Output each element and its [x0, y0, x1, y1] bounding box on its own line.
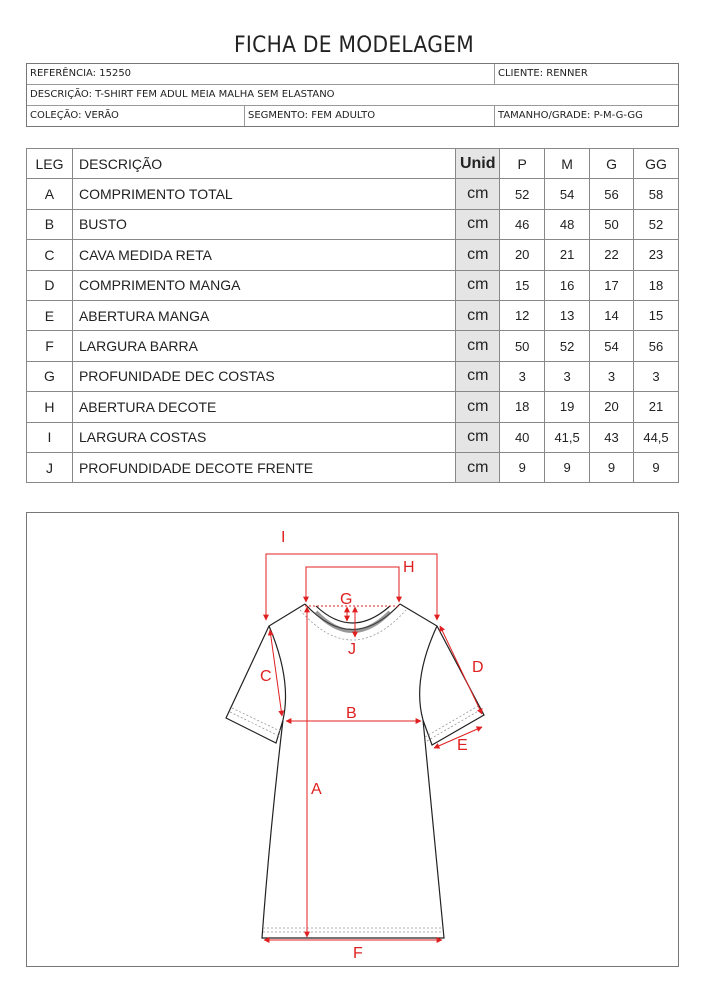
row-unid: cm [456, 422, 500, 452]
row-leg: J [27, 452, 73, 482]
row-unid: cm [456, 179, 500, 209]
col-gg: GG [634, 149, 679, 179]
row-g: 20 [590, 392, 634, 422]
row-gg: 21 [634, 392, 679, 422]
row-p: 20 [500, 240, 545, 270]
row-g: 3 [590, 361, 634, 391]
row-descricao: COMPRIMENTO TOTAL [72, 179, 455, 209]
row-leg: D [27, 270, 73, 300]
cliente: CLIENTE: RENNER [498, 68, 588, 79]
row-g: 50 [590, 209, 634, 239]
row-m: 48 [545, 209, 590, 239]
row-p: 9 [500, 452, 545, 482]
label-C: C [260, 668, 272, 685]
row-descricao: PROFUNIDADE DEC COSTAS [72, 361, 455, 391]
row-m: 13 [545, 300, 590, 330]
row-descricao: ABERTURA DECOTE [72, 392, 455, 422]
col-leg: LEG [27, 149, 73, 179]
segmento: SEGMENTO: FEM ADULTO [245, 106, 495, 126]
page-title: FICHA DE MODELAGEM [234, 33, 474, 58]
row-m: 21 [545, 240, 590, 270]
row-descricao: ABERTURA MANGA [72, 300, 455, 330]
row-descricao: CAVA MEDIDA RETA [72, 240, 455, 270]
row-unid: cm [456, 300, 500, 330]
row-unid: cm [456, 331, 500, 361]
label-G: G [340, 591, 353, 608]
row-g: 9 [590, 452, 634, 482]
colecao: COLEÇÃO: VERÃO [27, 106, 245, 126]
row-descricao: PROFUNDIDADE DECOTE FRENTE [72, 452, 455, 482]
label-F: F [353, 945, 363, 962]
row-unid: cm [456, 392, 500, 422]
row-m: 54 [545, 179, 590, 209]
row-g: 17 [590, 270, 634, 300]
row-p: 15 [500, 270, 545, 300]
col-p: P [500, 149, 545, 179]
row-g: 14 [590, 300, 634, 330]
row-m: 3 [545, 361, 590, 391]
row-unid: cm [456, 209, 500, 239]
col-descricao: DESCRIÇÃO [72, 149, 455, 179]
row-m: 9 [545, 452, 590, 482]
tamanho: TAMANHO/GRADE: P-M-G-GG [498, 110, 643, 121]
row-gg: 15 [634, 300, 679, 330]
row-m: 41,5 [545, 422, 590, 452]
label-E: E [457, 737, 468, 754]
row-leg: I [27, 422, 73, 452]
row-g: 54 [590, 331, 634, 361]
measure-lines [264, 554, 482, 940]
row-g: 56 [590, 179, 634, 209]
descricao: DESCRIÇÃO: T-SHIRT FEM ADUL MEIA MALHA SEM ELASTANO [30, 89, 335, 100]
row-gg: 52 [634, 209, 679, 239]
row-unid: cm [456, 270, 500, 300]
row-p: 50 [500, 331, 545, 361]
row-descricao: LARGURA BARRA [72, 331, 455, 361]
row-p: 3 [500, 361, 545, 391]
row-m: 52 [545, 331, 590, 361]
row-p: 18 [500, 392, 545, 422]
label-B: B [346, 705, 357, 722]
label-I: I [281, 529, 286, 546]
row-unid: cm [456, 361, 500, 391]
row-leg: C [27, 240, 73, 270]
row-gg: 3 [634, 361, 679, 391]
col-g: G [590, 149, 634, 179]
row-p: 40 [500, 422, 545, 452]
row-unid: cm [456, 452, 500, 482]
row-p: 12 [500, 300, 545, 330]
row-p: 46 [500, 209, 545, 239]
row-leg: G [27, 361, 73, 391]
row-descricao: BUSTO [72, 209, 455, 239]
label-A: A [311, 781, 322, 798]
row-gg: 23 [634, 240, 679, 270]
row-descricao: COMPRIMENTO MANGA [72, 270, 455, 300]
row-m: 19 [545, 392, 590, 422]
label-D: D [472, 659, 484, 676]
referencia: REFERÊNCIA: 15250 [27, 64, 495, 84]
row-leg: F [27, 331, 73, 361]
row-leg: H [27, 392, 73, 422]
row-gg: 44,5 [634, 422, 679, 452]
row-m: 16 [545, 270, 590, 300]
col-m: M [545, 149, 590, 179]
row-gg: 18 [634, 270, 679, 300]
col-unid: Unid [456, 149, 500, 179]
row-g: 43 [590, 422, 634, 452]
row-leg: E [27, 300, 73, 330]
row-leg: B [27, 209, 73, 239]
row-descricao: LARGURA COSTAS [72, 422, 455, 452]
row-g: 22 [590, 240, 634, 270]
label-J: J [348, 641, 356, 658]
row-unid: cm [456, 240, 500, 270]
label-H: H [403, 559, 415, 576]
row-p: 52 [500, 179, 545, 209]
row-gg: 58 [634, 179, 679, 209]
row-gg: 9 [634, 452, 679, 482]
row-gg: 56 [634, 331, 679, 361]
row-leg: A [27, 179, 73, 209]
